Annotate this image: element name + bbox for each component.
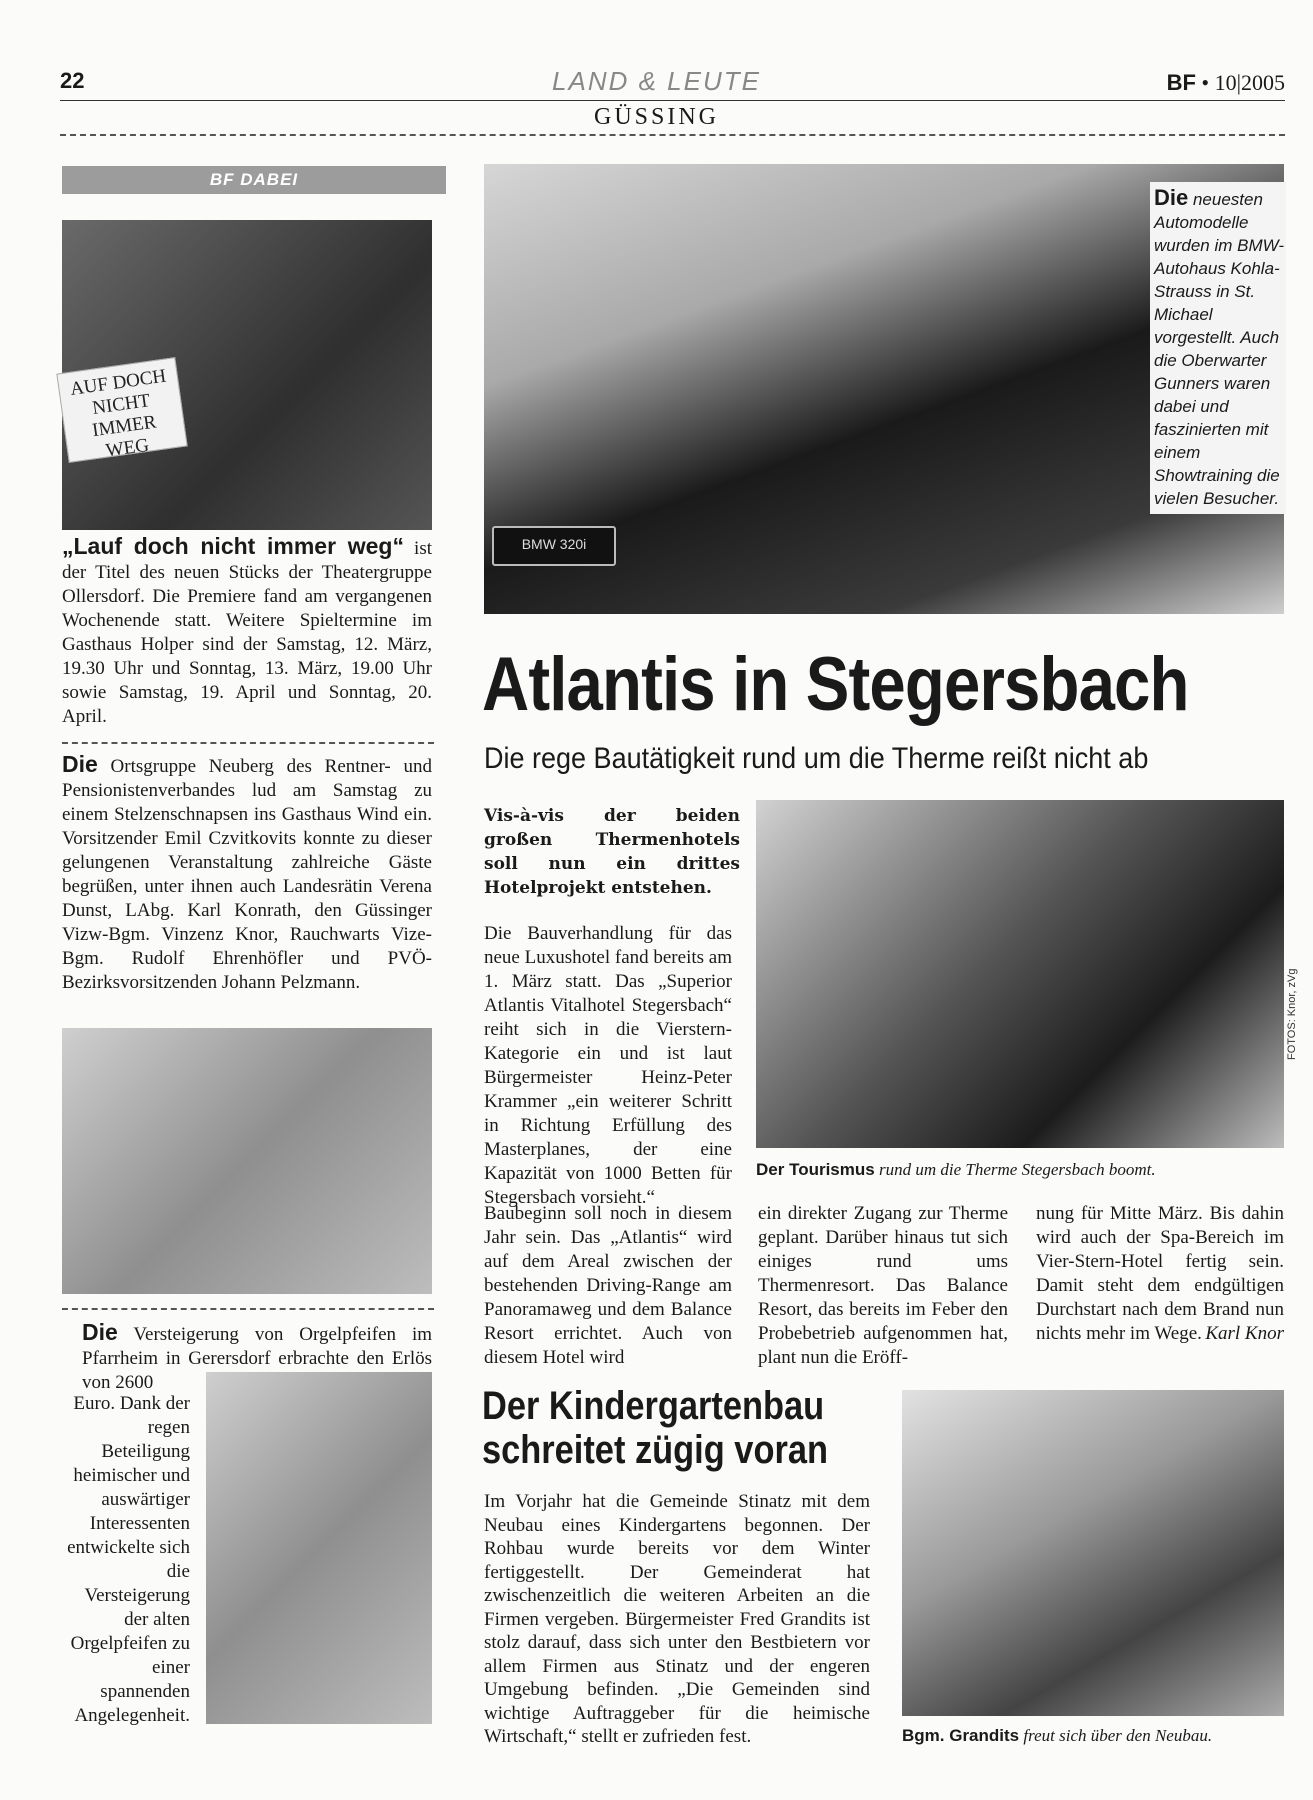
car-caption — [1150, 182, 1286, 514]
tourism-caption-lead: Der Tourismus — [756, 1160, 875, 1179]
section-title: LAND & LEUTE — [552, 66, 761, 96]
tourism-photo — [756, 800, 1284, 1148]
publication-name: BF — [1166, 70, 1196, 95]
main-headline: Atlantis in Stegersbach — [482, 642, 1189, 727]
pensioners-story-text: Ortsgruppe Neuberg des Rentner- und Pensionistenverbandes lud am Samstag zu einem Stelzenschnapsen ins Gasthaus Wind ein. Vorsitzender Emil Czvitkovits konnte zu dieser gelungenen Veranstaltung zahlreiche Gäste begrüßen, unter ihnen auch Landesrätin Verena Dunst, LAbg. Karl Konrath, den Güssinger Vizw-Bgm. Vinzenz Knor, Rauchwarts Vize-Bgm. Rudolf Ehrenhöfler und PVÖ-Bezirksvorsitzenden Johann Pelzmann. — [62, 756, 432, 993]
header-rule — [60, 100, 1285, 101]
license-plate: BMW 320i — [492, 526, 616, 566]
kindergarten-headline: Der Kindergartenbau schreitet zügig voran — [482, 1384, 828, 1472]
kindergarten-caption — [902, 1726, 1282, 1746]
photo-credit: FOTOS: Knor, zVg — [1286, 968, 1298, 1060]
pensioners-story-lead: Die — [62, 751, 98, 777]
main-column-1: Die Bauverhandlung für das neue Luxushotel fand bereits am 1. März statt. Das „Superior Atlantis Vitalhotel Stegersbach“ reiht sich in die Vierstern-Kategorie ein und ist laut Bürgermeister Heinz-Peter Krammer „ein weiterer Schritt in Richtung Erfüllung des Masterplanes, der eine Kapazität von 1000 Betten für Stegersbach vorsieht.“ — [484, 923, 732, 1208]
main-subheadline: Die rege Bautätigkeit rund um die Therme reißt nicht ab — [484, 742, 1149, 775]
organ-pipe-story-lead: Die — [82, 1319, 118, 1345]
car-caption-text: neuesten Automodelle wurden im BMW-Autohaus Kohla-Strauss in St. Michael vorgestellt. Auch die Oberwarter Gunners waren dabei und faszinierten mit einem Showtraining die vielen Besucher. — [1154, 190, 1285, 508]
main-column-2: ein direkter Zugang zur Therme geplant. Darüber hinaus tut sich einiges rund ums Thermenresort. Das Balance Resort, das bereits im Feber den Probebetrieb aufgenommen hat, plant nun die Eröff- — [758, 1203, 1008, 1368]
kindergarten-caption-text: freut sich über den Neubau. — [1019, 1726, 1213, 1745]
organ-pipe-photo — [206, 1372, 432, 1724]
theatre-story-lead: „Lauf doch nicht immer weg“ — [62, 533, 404, 559]
bf-dabei-banner: BF DABEI — [62, 166, 446, 194]
main-column-3 — [1036, 1202, 1284, 1346]
kindergarten-text: Im Vorjahr hat die Gemeinde Stinatz mit dem Neubau eines Kindergartens begonnen. Der Rohbau wurde bereits vor dem Winter fertiggestellt. Der Gemeinderat hat zwischenzeitlich die weiteren Arbeiten an die Firmen vergeben. Bürgermeister Fred Grandits ist stolz darauf, dass sich unter den Bestbietern vor allem Firmen aus Stinatz und der engeren Umgebung befinden. „Die Gemeinden sind wichtige Auftraggeber für die heimische Wirtschaft,“ stellt er zufrieden fest. — [484, 1491, 870, 1747]
main-intro: Vis-à-vis der beiden großen Thermenhotels soll nun ein drittes Hotelprojekt entstehen. — [484, 806, 740, 898]
author: Karl Knor — [1205, 1323, 1284, 1344]
main-column-3-text: nung für Mitte März. Bis dahin wird auch der Spa-Bereich im Vier-Stern-Hotel fertig sein. Damit steht dem endgültigen Durchstart nach dem Brand nun nichts mehr im Wege. — [1036, 1203, 1284, 1344]
pensioners-story — [62, 752, 432, 995]
divider — [62, 1308, 434, 1310]
kindergarten-caption-lead: Bgm. Grandits — [902, 1726, 1020, 1745]
car-caption-lead: Die — [1154, 185, 1189, 210]
organ-pipe-story-continued: Euro. Dank der regen Beteiligung heimischer und auswärtiger Interessenten entwickelte sich die Versteigerung der alten Orgelpfeifen zu einer spannenden Angelegenheit. — [67, 1393, 190, 1726]
card-game-photo — [62, 1028, 432, 1294]
header-dashed-rule — [60, 134, 1285, 136]
main-column-1-continued: Baubeginn soll noch in diesem Jahr sein. Das „Atlantis“ wird auf dem Areal zwischen der bestehenden Driving-Range am Panoramaweg und dem Balance Resort errichtet. Auch von diesem Hotel wird — [484, 1203, 732, 1368]
kindergarten-photo — [902, 1390, 1284, 1716]
issue-number: 10|2005 — [1214, 70, 1285, 95]
tourism-caption-text: rund um die Therme Stegersbach boomt. — [874, 1160, 1156, 1179]
issue-info: BF • 10|2005 — [1166, 70, 1285, 95]
theatre-story-text: ist der Titel des neuen Stücks der Theatergruppe Ollersdorf. Die Premiere fand am vergangenen Wochenende statt. Weitere Spieltermine im Gasthaus Holper sind der Samstag, 12. März, 19.30 Uhr und Sonntag, 13. März, 19.00 Uhr sowie Samstag, 19. April und Sonntag, 20. April. — [62, 538, 432, 727]
divider — [62, 742, 434, 744]
page-number: 22 — [60, 68, 85, 93]
organ-pipe-story-text: Versteigerung von Orgelpfeifen im Pfarrheim in Gerersdorf erbrachte den Erlös von 2600 — [82, 1324, 432, 1393]
region-title: GÜSSING — [593, 104, 719, 130]
play-title-sign: AUF DOCH NICHT IMMER WEG — [56, 357, 187, 463]
tourism-caption — [756, 1160, 1286, 1180]
theatre-story — [62, 534, 432, 729]
